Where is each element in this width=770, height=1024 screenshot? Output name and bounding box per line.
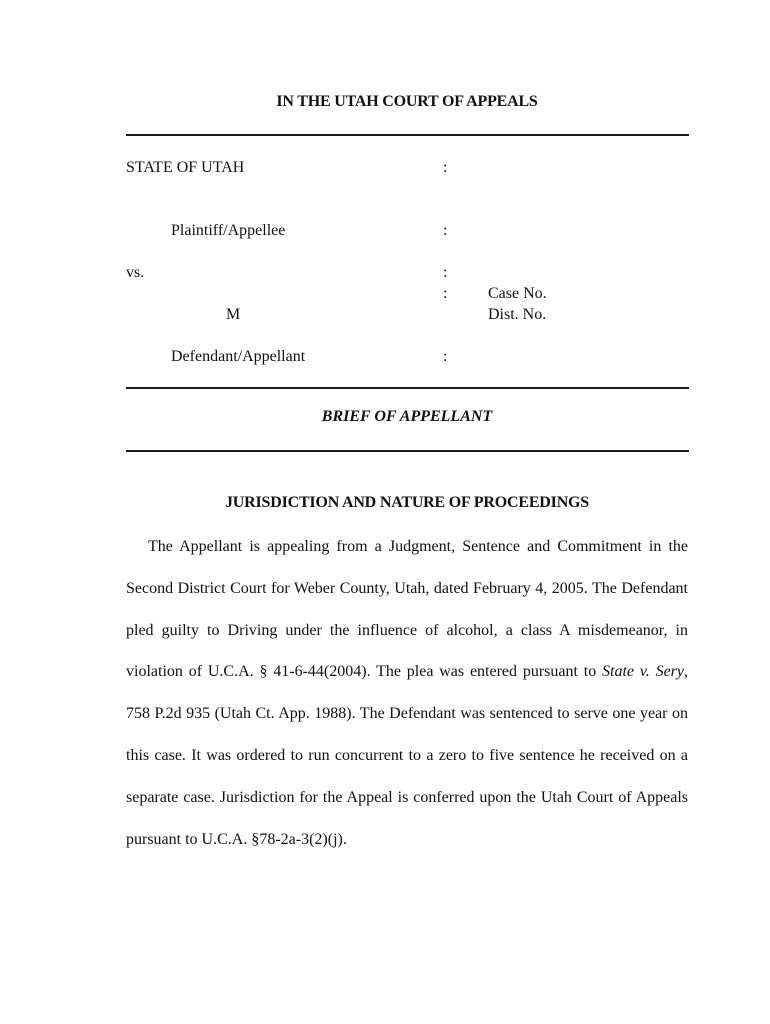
defendant-name: M xyxy=(226,306,241,323)
caption-bottom-rule xyxy=(126,387,689,389)
paragraph-text: The Appellant is appealing from a Judgment, Sentence and Commitment in the Second District Court for Weber County, Utah, dated February 4, 2005. The Defendant pled guilty to Driving under the influence of alcohol, a class A misdemeanor, in violation of U.C.A. § 41-6-44(2004). The plea was entered pursuant to xyxy=(126,538,688,681)
versus-label: vs. xyxy=(126,264,145,281)
paragraph-text: , 758 P.2d 935 (Utah Ct. App. 1988). The Defendant was sentenced to serve one year on this case. It was ordered to run concurrent to a zero to five sentence he received on a separate case. Jurisdiction for the Appeal is conferred upon the Utah Court of Appeals pursuant to U.C.A. §78-2a-3(2)(j). xyxy=(126,663,688,848)
caption-colon: : xyxy=(443,222,448,239)
caption-colon: : xyxy=(443,285,448,302)
brief-title: BRIEF OF APPELLANT xyxy=(321,408,493,425)
section-heading: JURISDICTION AND NATURE OF PROCEEDINGS xyxy=(224,494,589,511)
district-number-label: Dist. No. xyxy=(488,306,547,323)
caption-colon: : xyxy=(443,264,448,281)
caption-colon: : xyxy=(443,159,448,176)
defendant-role: Defendant/Appellant xyxy=(171,348,306,365)
case-number-label: Case No. xyxy=(488,285,547,302)
plaintiff-name: STATE OF UTAH xyxy=(126,159,245,176)
brief-title-rule xyxy=(126,450,689,452)
jurisdiction-paragraph xyxy=(126,526,688,860)
plaintiff-role: Plaintiff/Appellee xyxy=(171,222,286,239)
caption-colon: : xyxy=(443,348,448,365)
case-citation: State v. Sery xyxy=(602,663,684,681)
caption-top-rule xyxy=(126,134,689,136)
court-title: IN THE UTAH COURT OF APPEALS xyxy=(276,93,538,110)
